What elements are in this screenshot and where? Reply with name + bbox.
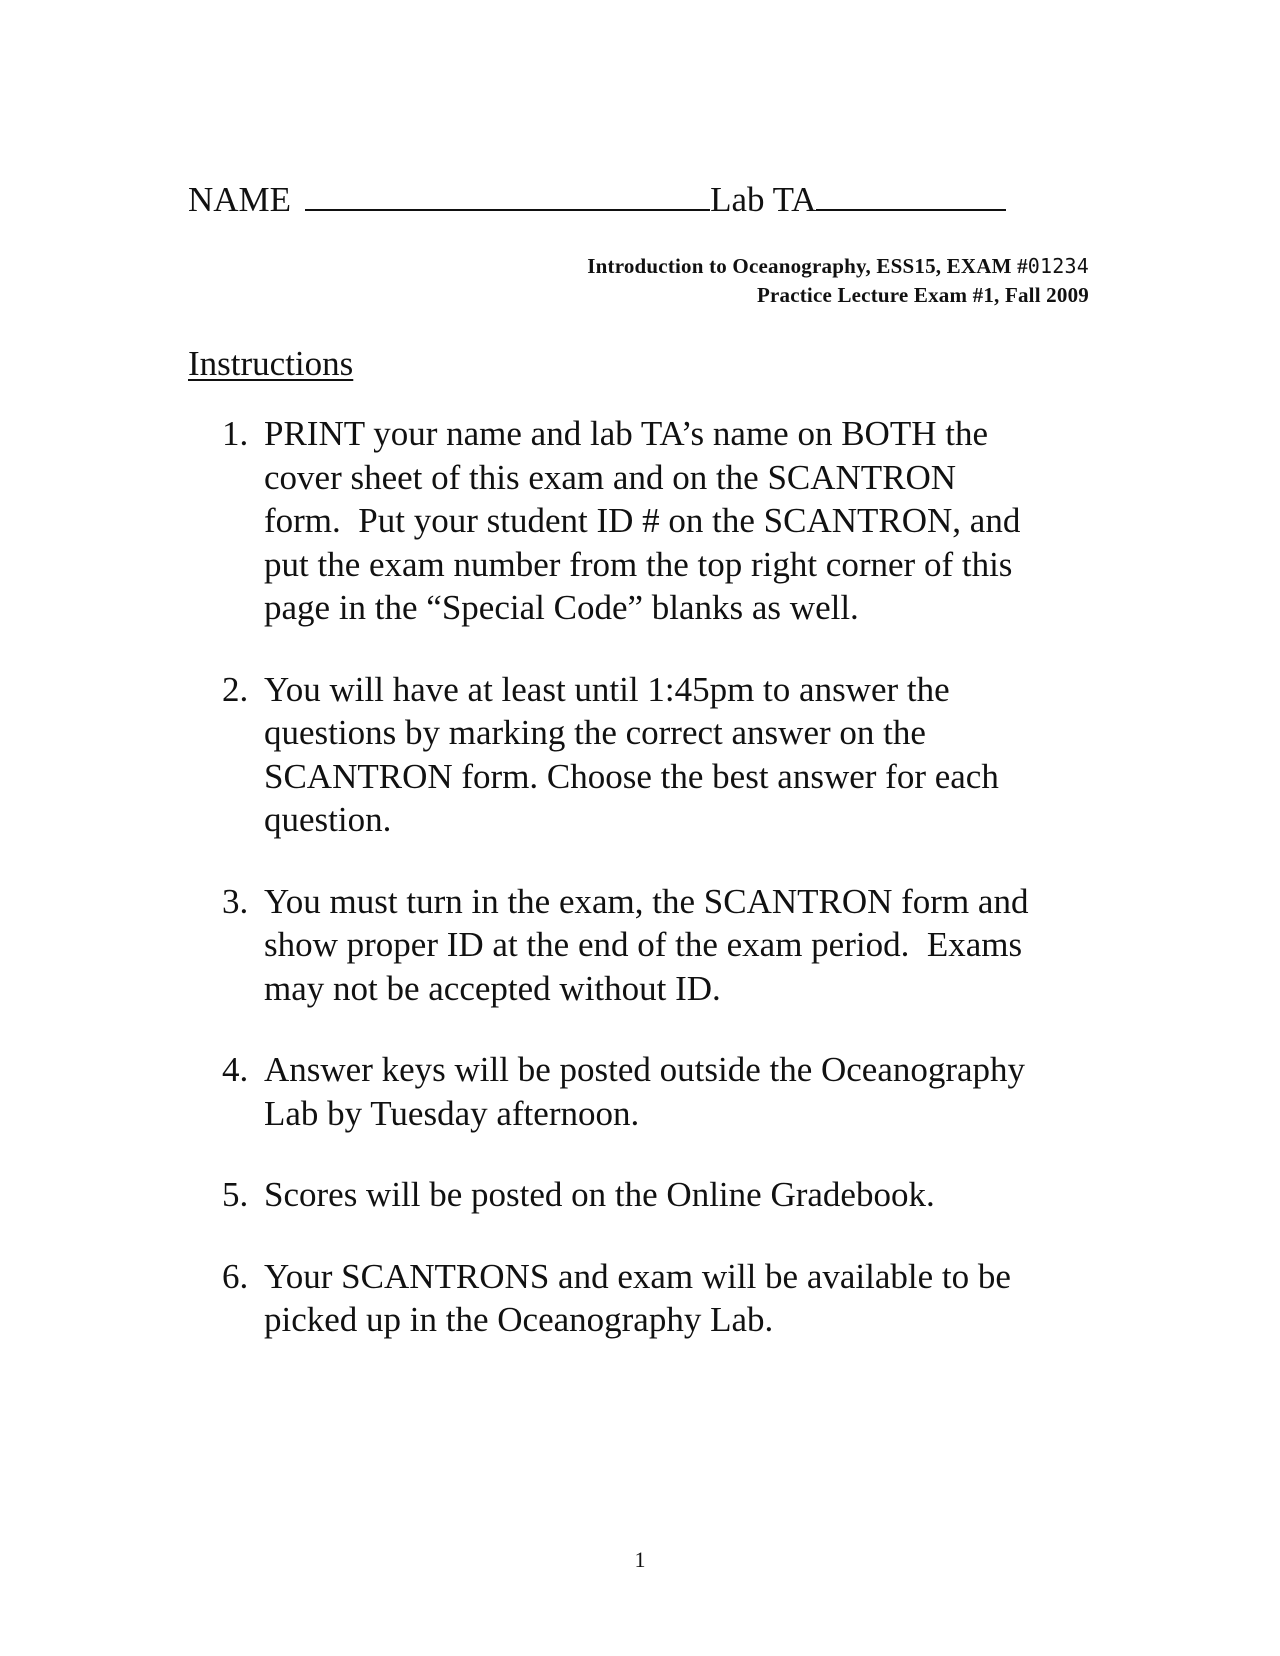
instruction-number: 3. xyxy=(222,881,249,921)
instruction-line: form. Put your student ID # on the SCANTRON, and xyxy=(264,501,1021,540)
lab-ta-blank xyxy=(816,181,1006,211)
instruction-text xyxy=(264,412,1102,630)
instruction-number: 1. xyxy=(222,414,249,453)
instruction-item xyxy=(222,1173,1102,1217)
page-number: 1 xyxy=(634,1547,646,1572)
instruction-line: page in the “Special Code” blanks as well. xyxy=(264,588,859,627)
instruction-line: You will have at least until 1:45pm to answer the xyxy=(264,669,950,709)
instructions-heading: Instructions xyxy=(188,344,354,383)
instruction-line: Answer keys will be posted outside the Oceanography xyxy=(264,1050,1026,1089)
name-ta-line xyxy=(188,178,1006,222)
instruction-line: picked up in the Oceanography Lab. xyxy=(264,1300,774,1339)
instruction-line: put the exam number from the top right corner of this xyxy=(264,544,1013,584)
instruction-line: Lab by Tuesday afternoon. xyxy=(264,1093,640,1133)
instruction-line: cover sheet of this exam and on the SCANTRON xyxy=(264,457,957,497)
instruction-number: 2. xyxy=(222,669,249,709)
instruction-item xyxy=(222,1255,1102,1342)
instruction-number: 6. xyxy=(222,1256,249,1296)
instruction-item xyxy=(222,668,1102,842)
instruction-line: PRINT your name and lab TA’s name on BOTH the xyxy=(264,414,988,453)
instruction-line: SCANTRON form. Choose the best answer for each xyxy=(264,756,999,796)
instruction-list xyxy=(222,412,1102,1342)
instruction-item xyxy=(222,880,1102,1011)
name-label: NAME xyxy=(188,180,292,219)
instruction-line: questions by marking the correct answer on the xyxy=(264,713,926,752)
instruction-number: 4. xyxy=(222,1050,249,1089)
name-blank xyxy=(305,181,710,211)
course-title: Introduction to Oceanography, ESS15, EXAM # xyxy=(587,254,1028,278)
instruction-number: 5. xyxy=(222,1175,249,1214)
course-title-line xyxy=(587,252,1089,281)
instruction-line: question. xyxy=(264,800,392,839)
instruction-line: You must turn in the exam, the SCANTRON form and xyxy=(264,881,1029,921)
exam-subtitle: Practice Lecture Exam #1, Fall 2009 xyxy=(756,283,1089,307)
instruction-text xyxy=(264,668,1102,842)
instruction-text xyxy=(264,880,1102,1011)
instruction-text xyxy=(264,1173,1102,1217)
exam-number: 01234 xyxy=(1027,254,1089,278)
course-header xyxy=(587,252,1089,310)
instruction-line: Your SCANTRONS and exam will be available to be xyxy=(264,1256,1011,1296)
instruction-line: Scores will be posted on the Online Gradebook. xyxy=(264,1175,935,1214)
instruction-text xyxy=(264,1255,1102,1342)
lab-ta-label: Lab TA xyxy=(710,180,817,219)
instruction-item xyxy=(222,412,1102,630)
instruction-item xyxy=(222,1048,1102,1135)
instruction-text xyxy=(264,1048,1102,1135)
instruction-line: may not be accepted without ID. xyxy=(264,968,721,1008)
instruction-line: show proper ID at the end of the exam period. Exams xyxy=(264,925,1023,964)
